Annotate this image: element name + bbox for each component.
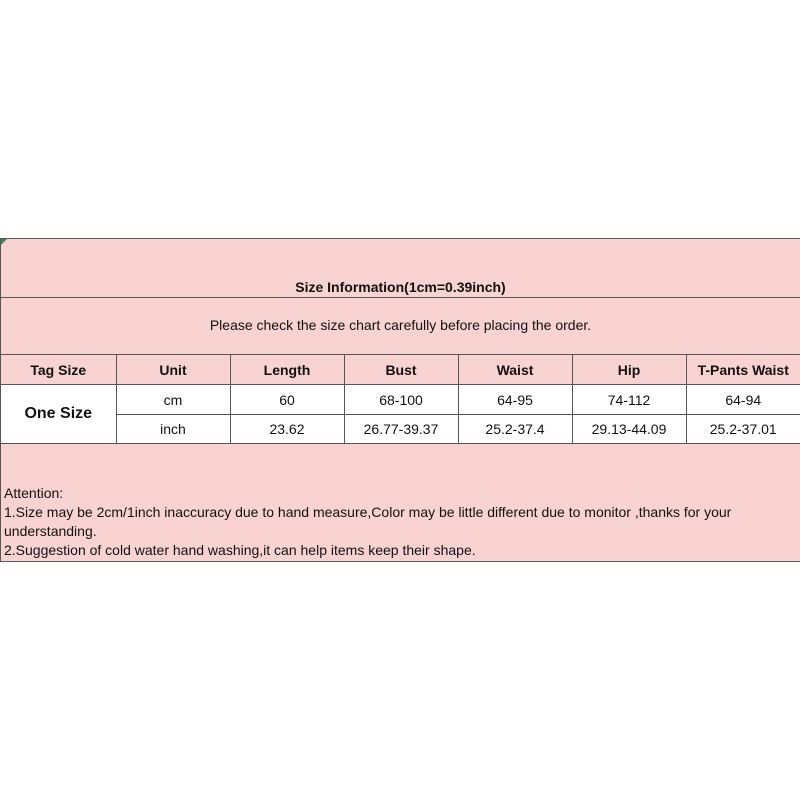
attention-notes bbox=[4, 484, 794, 560]
waist-cell: 25.2-37.4 bbox=[458, 415, 572, 444]
size-table bbox=[1, 355, 800, 444]
t-pants-waist-cell: 64-94 bbox=[686, 385, 800, 415]
size-chart-sheet bbox=[0, 238, 800, 562]
header-length: Length bbox=[230, 355, 344, 385]
t-pants-waist-cell: 25.2-37.01 bbox=[686, 415, 800, 444]
hip-cell: 29.13-44.09 bbox=[572, 415, 686, 444]
notice-row bbox=[1, 298, 800, 355]
bust-cell: 26.77-39.37 bbox=[344, 415, 458, 444]
unit-cell: inch bbox=[116, 415, 230, 444]
order-notice: Please check the size chart carefully before placing the order. bbox=[209, 317, 592, 333]
header-t-pants-waist: T-Pants Waist bbox=[686, 355, 800, 385]
unit-cell: cm bbox=[116, 385, 230, 415]
header-unit: Unit bbox=[116, 355, 230, 385]
hip-cell: 74-112 bbox=[572, 385, 686, 415]
table-row bbox=[1, 385, 800, 415]
header-tag-size: Tag Size bbox=[1, 355, 116, 385]
length-cell: 23.62 bbox=[230, 415, 344, 444]
header-bust: Bust bbox=[344, 355, 458, 385]
size-chart-title: Size Information(1cm=0.39inch) bbox=[295, 279, 506, 295]
title-row bbox=[1, 239, 800, 298]
header-hip: Hip bbox=[572, 355, 686, 385]
table-header-row bbox=[1, 355, 800, 385]
spacer-row bbox=[1, 444, 800, 484]
length-cell: 60 bbox=[230, 385, 344, 415]
bust-cell: 68-100 bbox=[344, 385, 458, 415]
table-row bbox=[1, 415, 800, 444]
attention-note-1: 1.Size may be 2cm/1inch inaccuracy due to hand measure,Color may be little different due to monitor ,thanks for your understanding. bbox=[4, 504, 732, 539]
header-waist: Waist bbox=[458, 355, 572, 385]
attention-heading: Attention: bbox=[4, 485, 64, 501]
attention-note-2: 2.Suggestion of cold water hand washing,it can help items keep their shape. bbox=[4, 542, 476, 558]
waist-cell: 64-95 bbox=[458, 385, 572, 415]
tag-size-value: One Size bbox=[1, 385, 116, 444]
